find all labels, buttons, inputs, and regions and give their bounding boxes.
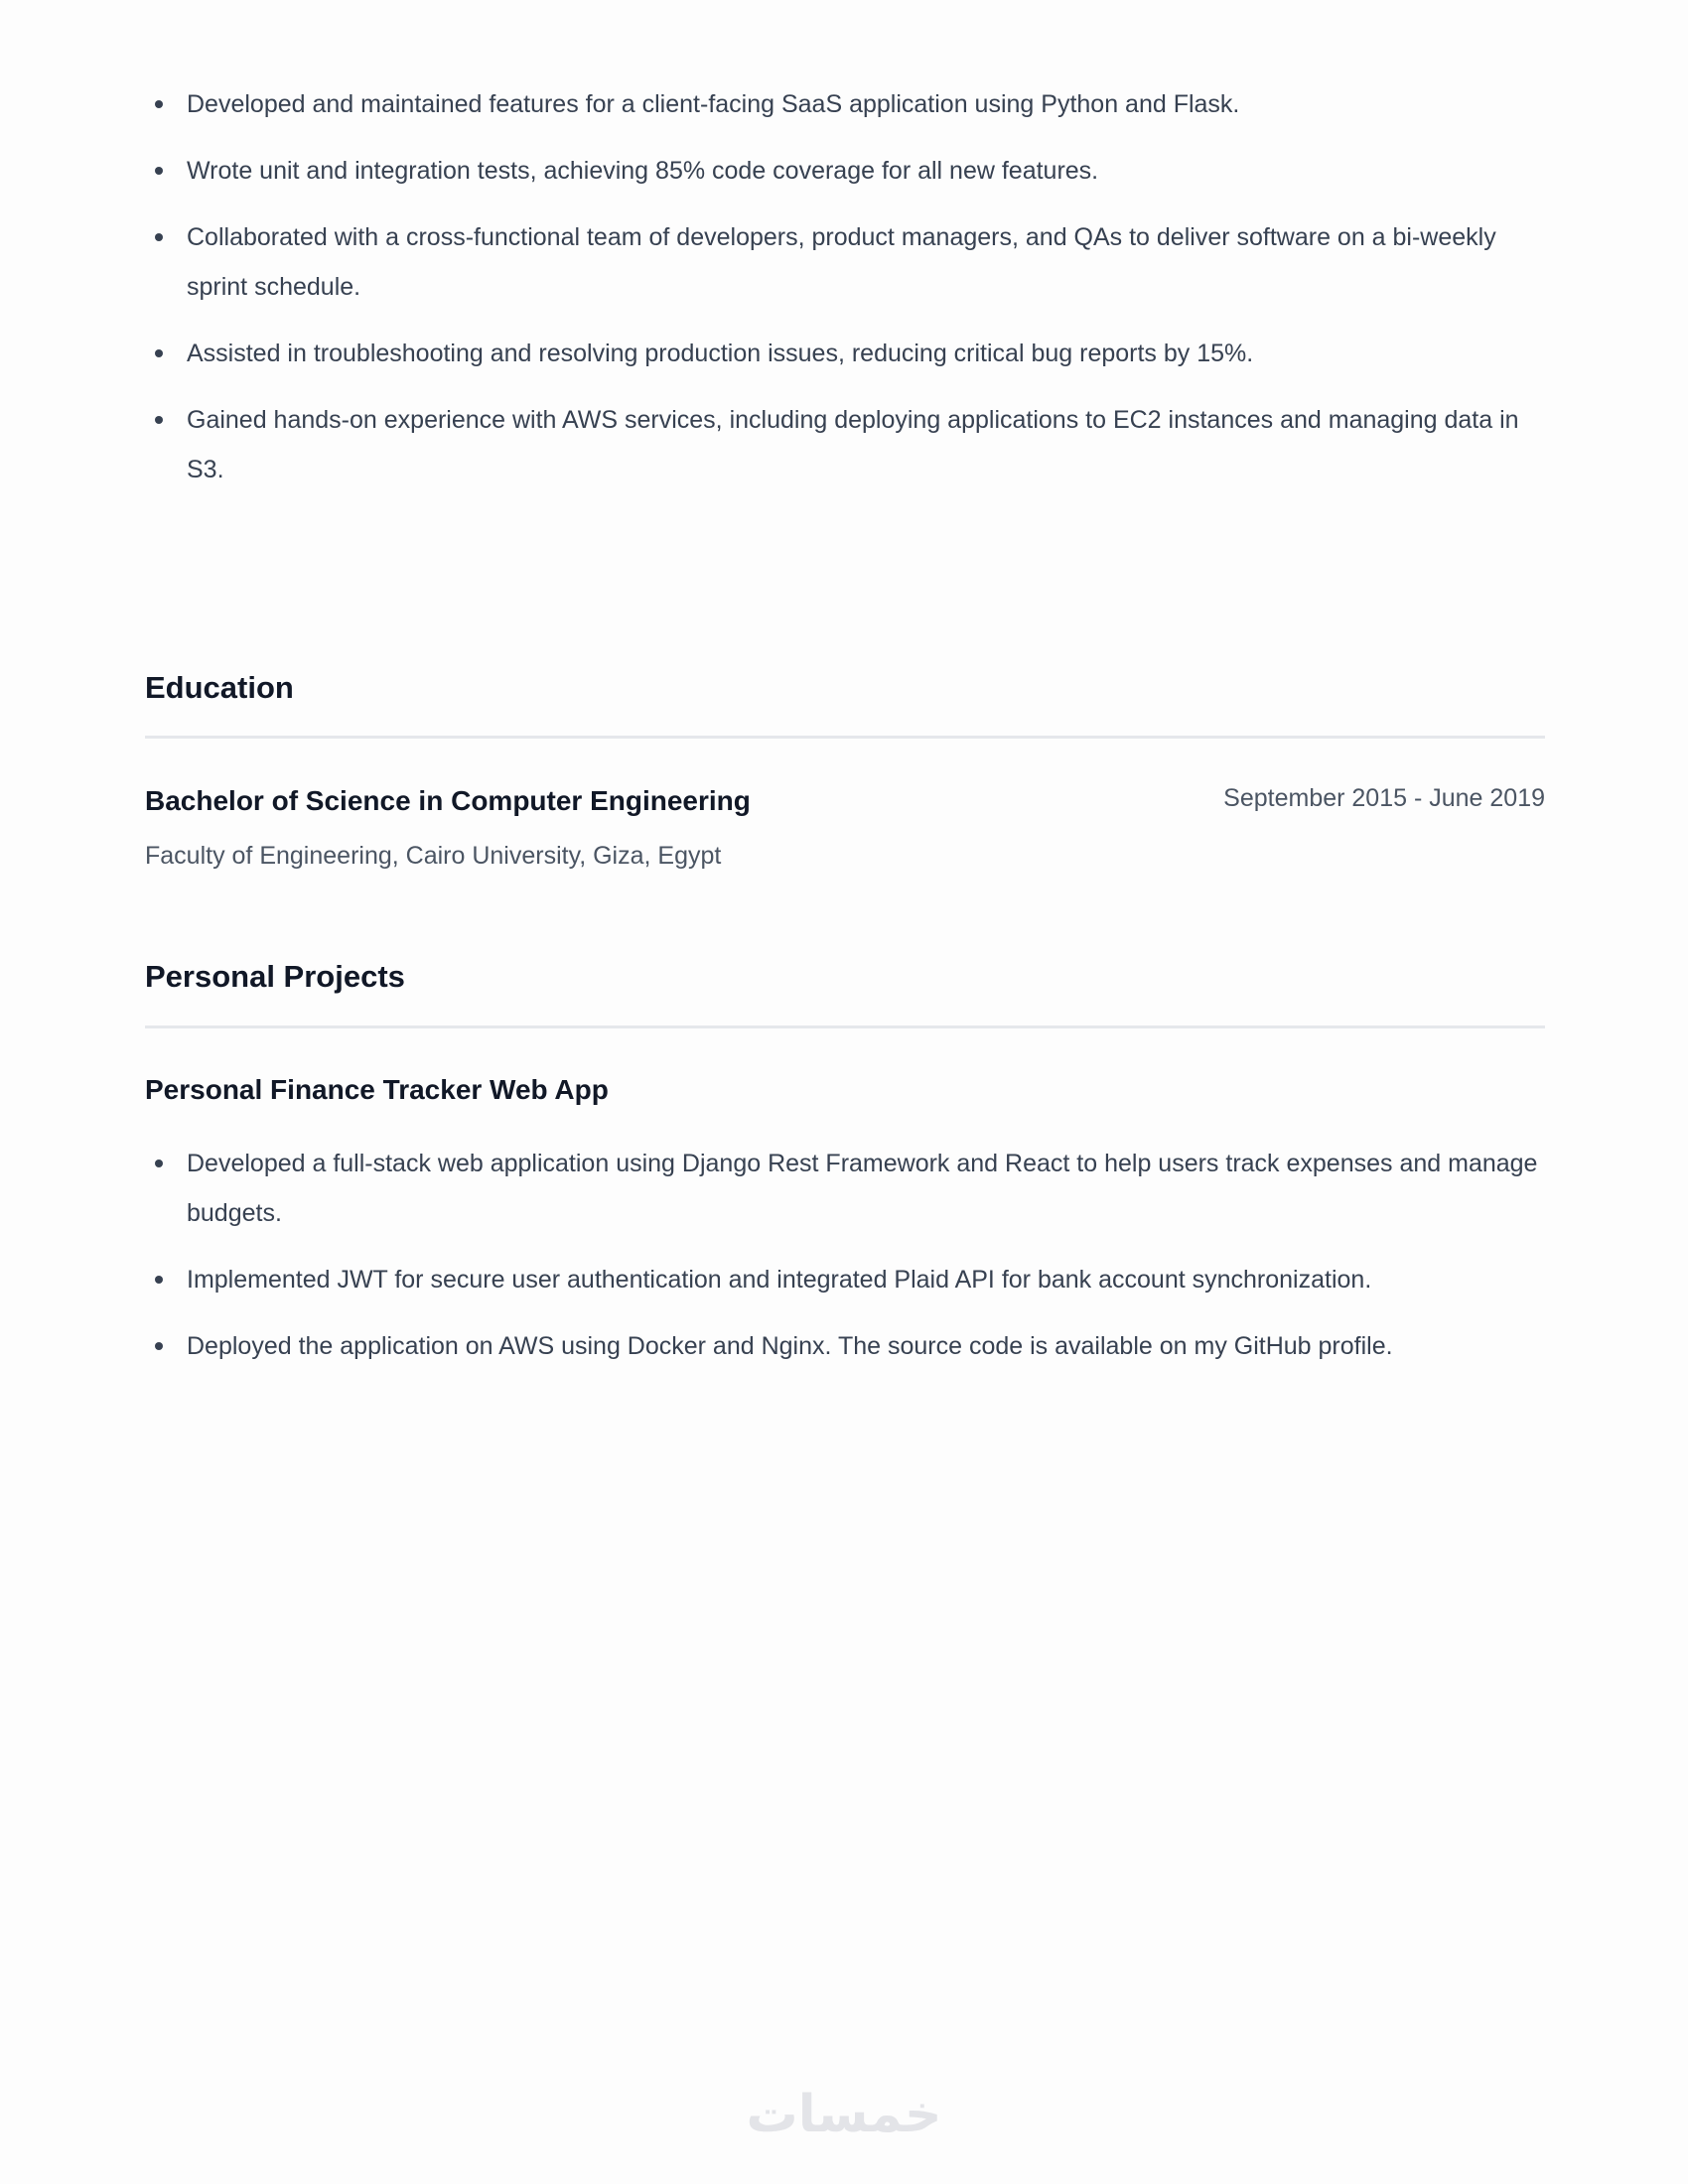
degree-title: Bachelor of Science in Computer Engineering <box>145 785 751 816</box>
bullet-icon <box>155 1276 163 1284</box>
bullet-icon <box>155 100 163 108</box>
education-heading: Education <box>145 670 294 705</box>
institution: Faculty of Engineering, Cairo University, Giza, Egypt <box>145 842 722 870</box>
list-item: Developed a full-stack web application using Django Rest Framework and React to help users track expenses and manage budgets. <box>145 1139 1545 1238</box>
watermark-logo: خمسات <box>746 2085 942 2144</box>
project-bullet-list <box>145 1139 1545 1388</box>
bullet-icon <box>155 416 163 424</box>
bullet-icon <box>155 349 163 357</box>
experience-bullet-list <box>145 79 1545 511</box>
list-item: Assisted in troubleshooting and resolving production issues, reducing critical bug reports by 15%. <box>145 329 1545 378</box>
bullet-icon <box>155 233 163 241</box>
list-item: Gained hands-on experience with AWS services, including deploying applications to EC2 instances and managing data in S3. <box>145 395 1545 494</box>
bullet-icon <box>155 1160 163 1167</box>
bullet-icon <box>155 1342 163 1350</box>
section-divider <box>145 1025 1545 1028</box>
list-item: Wrote unit and integration tests, achieving 85% code coverage for all new features. <box>145 146 1545 196</box>
list-item: Deployed the application on AWS using Docker and Nginx. The source code is available on my GitHub profile. <box>145 1321 1545 1371</box>
list-item: Implemented JWT for secure user authentication and integrated Plaid API for bank account synchronization. <box>145 1255 1545 1304</box>
education-dates: September 2015 - June 2019 <box>1223 784 1545 812</box>
list-item: Collaborated with a cross-functional team of developers, product managers, and QAs to deliver software on a bi-weekly sprint schedule. <box>145 212 1545 312</box>
section-divider <box>145 736 1545 739</box>
list-item: Developed and maintained features for a client-facing SaaS application using Python and Flask. <box>145 79 1545 129</box>
projects-heading: Personal Projects <box>145 959 405 994</box>
bullet-icon <box>155 167 163 175</box>
project-title: Personal Finance Tracker Web App <box>145 1074 609 1105</box>
